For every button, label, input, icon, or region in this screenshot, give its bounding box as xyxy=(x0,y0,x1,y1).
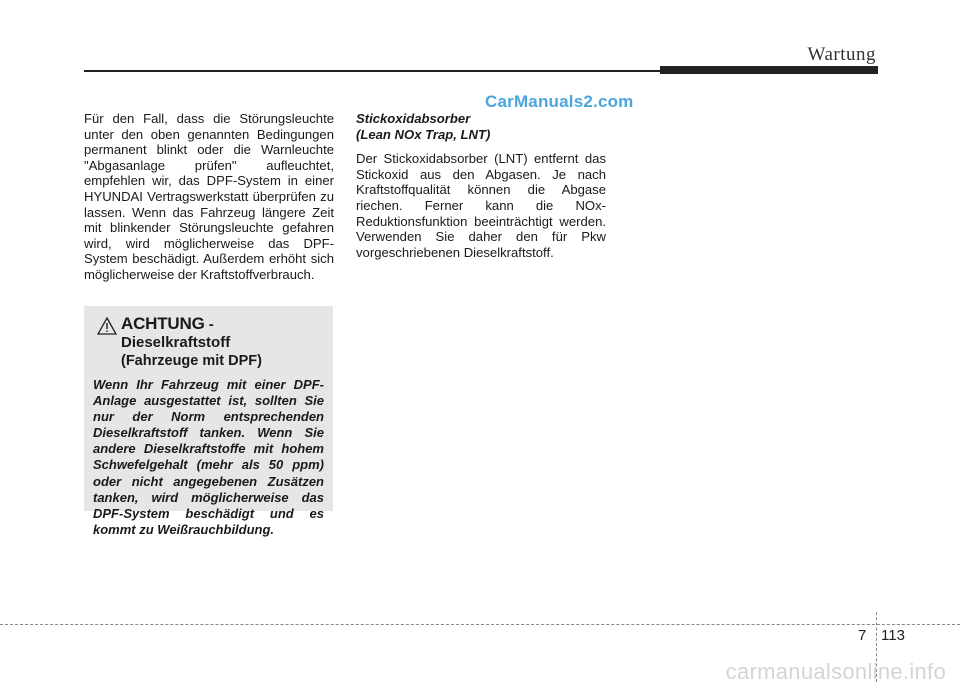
warning-title-line2: (Fahrzeuge mit DPF) xyxy=(121,353,262,369)
chapter-number: 7 xyxy=(858,627,867,644)
lnt-paragraph: Der Stickoxidabsorber (LNT) entfernt das Stickoxid aus den Abgasen. Je nach Kraftstoffqualität können die Abgase riechen. Ferner kann die NOx-Reduktionsfunktion beeinträchtigt werden. Verwenden Sie daher den für Pkw vorgeschriebenen Dieselkraftstoff. xyxy=(356,151,606,260)
watermark-top-link[interactable]: CarManuals2.com xyxy=(485,92,634,111)
header-rule-thick xyxy=(660,66,878,74)
left-column xyxy=(84,111,334,283)
page-number: 113 xyxy=(881,627,905,644)
dpf-paragraph: Für den Fall, dass die Störungsleuchte unter den oben genannten Bedingungen permanent blinkt oder die Warnleuchte "Abgasanlage prüfen" aufleuchtet, empfehlen wir, das DPF-System in einer HYUNDAI Vertragswerkstatt überprüfen zu lassen. Wenn das Fahrzeug längere Zeit mit blinkender Störungsleuchte gefahren wird, wird möglicherweise das DPF-System beschädigt. Außerdem erhöht sich möglicherweise der Kraftstoffverbrauch. xyxy=(84,111,334,282)
header-rule-thin xyxy=(84,70,664,72)
page-header-title: Wartung xyxy=(807,44,876,65)
warning-box xyxy=(84,306,333,537)
footer-dashed-rule xyxy=(0,624,960,625)
warning-word: ACHTUNG xyxy=(121,314,205,333)
right-column xyxy=(356,111,606,260)
lnt-subheading-line2: (Lean NOx Trap, LNT) xyxy=(356,126,491,142)
watermark-bottom: carmanualsonline.info xyxy=(725,659,946,684)
warning-heading xyxy=(93,315,324,370)
warning-body: Wenn Ihr Fahrzeug mit einer DPF-Anlage ausgestattet ist, sollten Sie nur der Norm entsprechenden Dieselkraftstoff tanken. Wenn Sie andere Dieselkraftstoffe mit hohem Schwefelgehalt (mehr als 50 ppm) oder nicht angegebenen Zusätzen tanken, wird möglicherweise das DPF-System beschädigt und es kommt zu Weißrauchbildung. xyxy=(93,377,324,537)
warning-triangle-icon xyxy=(97,317,117,335)
lnt-subheading-line1: Stickoxidabsorber xyxy=(356,111,471,126)
warning-title: - Dieselkraftstoff xyxy=(121,316,231,351)
